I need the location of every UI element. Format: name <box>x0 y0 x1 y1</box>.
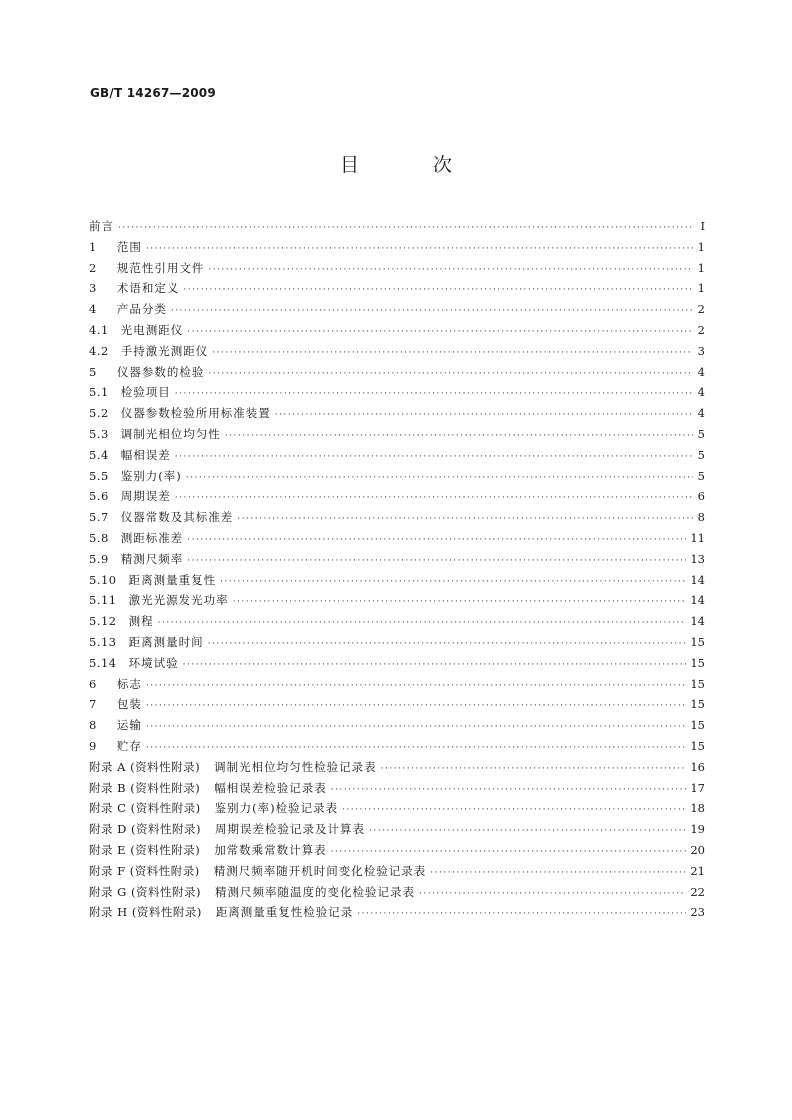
toc-entry-1[interactable] <box>89 237 705 258</box>
toc-entry-31[interactable] <box>89 861 705 882</box>
toc-entry-14[interactable] <box>89 507 705 528</box>
toc-leader-dots <box>146 738 687 759</box>
toc-leader-dots <box>118 218 693 239</box>
toc-entry-2[interactable] <box>89 258 705 279</box>
toc-leader-dots <box>146 696 687 717</box>
toc-entry-title: 激光光源发光功率 <box>128 593 229 608</box>
toc-leader-dots <box>158 613 687 634</box>
toc-entry-page: 4 <box>697 406 705 421</box>
toc-leader-dots <box>186 468 693 489</box>
toc-leader-dots <box>175 447 693 468</box>
toc-entry-number: 7 <box>89 697 97 712</box>
toc-entry-page: 21 <box>690 863 705 878</box>
toc-entry-19[interactable] <box>89 611 705 632</box>
toc-entry-title: 测距标准差 <box>120 530 184 545</box>
toc-entry-title: 调制光相位均匀性检验记录表 <box>214 759 377 774</box>
toc-entry-title: 检验项目 <box>120 385 171 400</box>
toc-entry-number: 5.8 <box>89 530 109 545</box>
toc-entry-page: 1 <box>697 260 705 275</box>
toc-entry-page: 14 <box>690 614 705 629</box>
toc-entry-number: 9 <box>89 738 97 753</box>
toc-entry-title: 运输 <box>116 718 142 733</box>
toc-entry-title: 距离测量重复性检验记录 <box>215 905 354 920</box>
toc-entry-page: 5 <box>697 468 705 483</box>
toc-entry-4[interactable] <box>89 299 705 320</box>
toc-entry-title: 包装 <box>116 697 142 712</box>
toc-entry-page: 5 <box>697 426 705 441</box>
toc-entry-page: 19 <box>690 822 705 837</box>
toc-entry-27[interactable] <box>89 778 705 799</box>
toc-entry-title: 光电测距仪 <box>120 322 184 337</box>
toc-leader-dots <box>419 884 686 905</box>
toc-entry-title: 仪器参数的检验 <box>116 364 205 379</box>
toc-entry-title: 加常数乘常数计算表 <box>214 842 327 857</box>
toc-entry-page: 23 <box>690 905 705 920</box>
toc-entry-24[interactable] <box>89 715 705 736</box>
toc-entry-number: 附录 D (资料性附录) <box>89 822 202 837</box>
toc-leader-dots <box>146 717 687 738</box>
toc-leader-dots <box>146 676 687 697</box>
toc-entry-page: 11 <box>690 530 705 545</box>
toc-entry-title: 范围 <box>116 239 142 254</box>
toc-entry-10[interactable] <box>89 424 705 445</box>
toc-list <box>89 216 705 923</box>
toc-entry-title: 幅相误差检验记录表 <box>214 780 327 795</box>
toc-entry-25[interactable] <box>89 736 705 757</box>
toc-leader-dots <box>357 904 686 925</box>
toc-entry-22[interactable] <box>89 674 705 695</box>
toc-entry-title: 仪器参数检验所用标准装置 <box>120 406 271 421</box>
toc-leader-dots <box>208 364 693 385</box>
toc-entry-page: 8 <box>697 510 705 525</box>
toc-entry-page: 2 <box>697 302 705 317</box>
toc-entry-title: 鉴别力(率)检验记录表 <box>214 801 339 816</box>
toc-entry-page: 15 <box>690 697 705 712</box>
toc-entry-page: 16 <box>690 759 705 774</box>
toc-entry-23[interactable] <box>89 694 705 715</box>
toc-leader-dots <box>183 655 687 676</box>
toc-leader-dots <box>175 488 693 509</box>
toc-entry-18[interactable] <box>89 590 705 611</box>
toc-entry-number: 3 <box>89 281 97 296</box>
toc-entry-11[interactable] <box>89 445 705 466</box>
toc-entry-number: 5.3 <box>89 426 109 441</box>
toc-entry-page: 15 <box>690 655 705 670</box>
toc-entry-28[interactable] <box>89 798 705 819</box>
toc-leader-dots <box>381 759 687 780</box>
toc-entry-title: 精测尺频率随温度的变化检验记录表 <box>214 884 415 899</box>
toc-entry-page: 1 <box>697 281 705 296</box>
toc-entry-7[interactable] <box>89 362 705 383</box>
toc-entry-page: 3 <box>697 343 705 358</box>
toc-entry-20[interactable] <box>89 632 705 653</box>
toc-entry-title: 贮存 <box>116 738 142 753</box>
toc-entry-title: 距离测量时间 <box>128 634 204 649</box>
toc-entry-title: 产品分类 <box>116 302 167 317</box>
toc-entry-15[interactable] <box>89 528 705 549</box>
toc-leader-dots <box>175 384 693 405</box>
toc-entry-17[interactable] <box>89 570 705 591</box>
toc-entry-page: 17 <box>690 780 705 795</box>
toc-entry-16[interactable] <box>89 549 705 570</box>
toc-leader-dots <box>187 530 686 551</box>
toc-entry-page: 15 <box>690 634 705 649</box>
toc-entry-number: 5.5 <box>89 468 109 483</box>
toc-entry-page: 14 <box>690 593 705 608</box>
toc-entry-21[interactable] <box>89 653 705 674</box>
toc-entry-number: 5.11 <box>89 593 117 608</box>
toc-entry-page: 18 <box>690 801 705 816</box>
toc-entry-title: 周期误差 <box>120 489 171 504</box>
toc-entry-number: 8 <box>89 718 97 733</box>
toc-entry-29[interactable] <box>89 819 705 840</box>
toc-entry-number: 5.2 <box>89 406 109 421</box>
toc-entry-page: 4 <box>697 364 705 379</box>
toc-entry-page: 22 <box>690 884 705 899</box>
toc-entry-number: 附录 E (资料性附录) <box>89 842 201 857</box>
toc-entry-title: 距离测量重复性 <box>128 572 217 587</box>
toc-entry-page: 1 <box>697 239 705 254</box>
toc-entry-number: 附录 A (资料性附录) <box>89 759 201 774</box>
toc-entry-title: 标志 <box>116 676 142 691</box>
toc-entry-title: 周期误差检验记录及计算表 <box>215 822 366 837</box>
toc-entry-title: 规范性引用文件 <box>116 260 205 275</box>
toc-leader-dots <box>146 239 693 260</box>
toc-leader-dots <box>275 405 693 426</box>
toc-entry-title: 鉴别力(率) <box>120 468 182 483</box>
toc-leader-dots <box>187 322 693 343</box>
toc-entry-6[interactable] <box>89 341 705 362</box>
toc-entry-number: 附录 B (资料性附录) <box>89 780 201 795</box>
toc-leader-dots <box>220 572 686 593</box>
toc-entry-number: 5.7 <box>89 510 109 525</box>
toc-entry-0[interactable] <box>89 216 705 237</box>
toc-entry-title: 测程 <box>128 614 154 629</box>
toc-entry-number: 5.10 <box>89 572 117 587</box>
toc-entry-page: 4 <box>697 385 705 400</box>
toc-leader-dots <box>212 343 693 364</box>
toc-entry-title: 调制光相位均匀性 <box>120 426 221 441</box>
toc-entry-page: 13 <box>690 551 705 566</box>
standard-code: GB/T 14267—2009 <box>90 86 216 100</box>
toc-entry-number: 1 <box>89 239 97 254</box>
toc-entry-32[interactable] <box>89 882 705 903</box>
toc-entry-number: 5.6 <box>89 489 109 504</box>
toc-entry-page: 14 <box>690 572 705 587</box>
toc-entry-title: 仪器常数及其标准差 <box>120 510 234 525</box>
toc-entry-title: 前言 <box>89 219 114 233</box>
toc-entry-number: 附录 F (资料性附录) <box>89 863 200 878</box>
toc-leader-dots <box>342 800 686 821</box>
toc-entry-page: 5 <box>697 447 705 462</box>
toc-entry-number: 5.13 <box>89 634 117 649</box>
toc-entry-title: 手持激光测距仪 <box>120 343 209 358</box>
toc-leader-dots <box>208 260 693 281</box>
toc-entry-number: 2 <box>89 260 97 275</box>
toc-entry-page: 15 <box>690 718 705 733</box>
toc-leader-dots <box>187 551 686 572</box>
toc-leader-dots <box>183 280 693 301</box>
toc-entry-30[interactable] <box>89 840 705 861</box>
toc-entry-number: 5 <box>89 364 97 379</box>
toc-leader-dots <box>171 301 693 322</box>
toc-entry-title: 幅相误差 <box>120 447 171 462</box>
toc-entry-9[interactable] <box>89 403 705 424</box>
toc-entry-number: 附录 G (资料性附录) <box>89 884 201 899</box>
toc-entry-number: 4.1 <box>89 322 109 337</box>
toc-entry-title: 精测尺频率 <box>120 551 184 566</box>
toc-entry-title: 术语和定义 <box>116 281 180 296</box>
toc-entry-number: 5.4 <box>89 447 109 462</box>
toc-entry-page: Ⅰ <box>700 219 705 233</box>
toc-leader-dots <box>369 821 686 842</box>
toc-entry-number: 附录 H (资料性附录) <box>89 905 202 920</box>
toc-entry-13[interactable] <box>89 486 705 507</box>
toc-leader-dots <box>331 842 687 863</box>
toc-entry-12[interactable] <box>89 466 705 487</box>
toc-title: 目 次 <box>339 154 487 176</box>
toc-entry-26[interactable] <box>89 757 705 778</box>
toc-entry-number: 5.1 <box>89 385 109 400</box>
toc-leader-dots <box>233 592 687 613</box>
toc-entry-page: 6 <box>697 489 705 504</box>
toc-entry-title: 精测尺频率随开机时间变化检验记录表 <box>213 863 427 878</box>
toc-leader-dots <box>237 509 693 530</box>
toc-entry-number: 4 <box>89 302 97 317</box>
toc-leader-dots <box>331 780 687 801</box>
toc-entry-number: 5.9 <box>89 551 109 566</box>
toc-entry-number: 6 <box>89 676 97 691</box>
toc-leader-dots <box>430 863 686 884</box>
toc-entry-number: 5.14 <box>89 655 117 670</box>
toc-leader-dots <box>208 634 687 655</box>
toc-entry-33[interactable] <box>89 902 705 923</box>
toc-entry-page: 15 <box>690 738 705 753</box>
toc-entry-page: 15 <box>690 676 705 691</box>
toc-entry-page: 20 <box>690 842 705 857</box>
toc-leader-dots <box>225 426 693 447</box>
toc-entry-5[interactable] <box>89 320 705 341</box>
toc-entry-3[interactable] <box>89 278 705 299</box>
toc-entry-number: 附录 C (资料性附录) <box>89 801 201 816</box>
toc-entry-page: 2 <box>697 322 705 337</box>
toc-entry-title: 环境试验 <box>128 655 179 670</box>
toc-entry-number: 5.12 <box>89 614 117 629</box>
toc-entry-number: 4.2 <box>89 343 109 358</box>
toc-entry-8[interactable] <box>89 382 705 403</box>
